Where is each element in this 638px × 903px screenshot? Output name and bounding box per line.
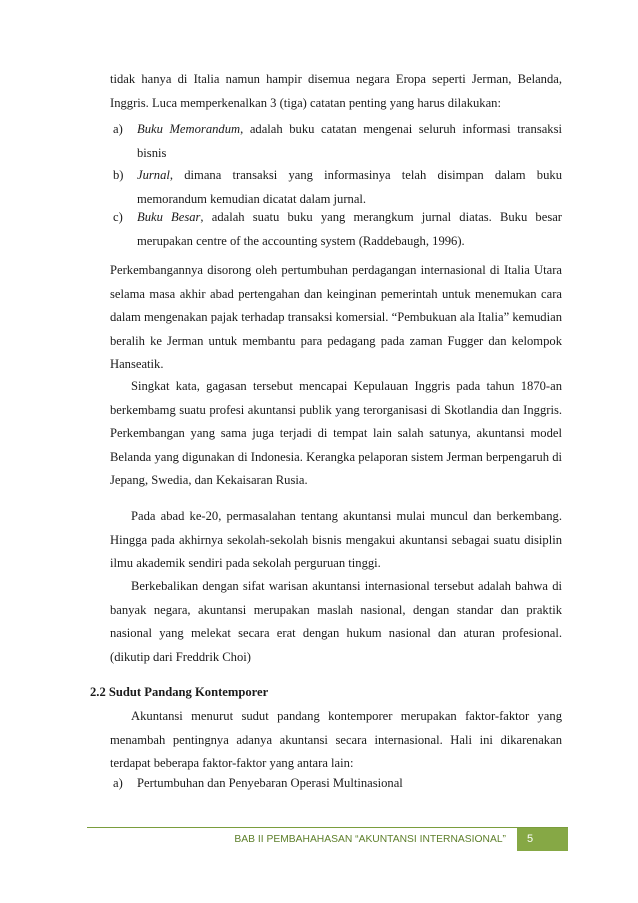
footer-chapter-title: BAB II PEMBAHAHASAN “AKUNTANSI INTERNASIONAL”: [234, 834, 506, 845]
term-jurnal: Jurnal: [137, 168, 170, 182]
section-heading: 2.2 Sudut Pandang Kontemporer: [90, 685, 269, 699]
list-marker: b): [113, 168, 124, 182]
term-buku-besar: Buku Besar: [137, 210, 201, 224]
page-number: 5: [517, 828, 568, 851]
term-buku-memorandum: Buku Memorandum: [137, 122, 241, 136]
list-item: [110, 206, 562, 253]
paragraph-berkebalikan: Berkebalikan dengan sifat warisan akuntansi internasional tersebut adalah bahwa di banyak negara, akuntansi merupakan maslah nasional, dengan standar dan praktik nasional yang melekat secara erat dengan hukum nasional dan aturan profesional. (dikutip dari Freddrik Choi): [110, 579, 562, 664]
paragraph-perkembangan: Perkembangannya disorong oleh pertumbuhan perdagangan internasional di Italia Utara selama masa akhir abad pertengahan dan keinginan pemerintah untuk menemukan cara dalam mengenakan pajak terhadap transaksi komersial. “Pembukuan ala Italia” kemudian beralih ke Jerman untuk membantu para pedagang pada zaman Fugger dan kelompok Hanseatik.: [110, 263, 562, 372]
list-marker: c): [113, 210, 123, 224]
list-item-text: Jurnal, dimana transaksi yang informasinya telah disimpan dalam buku memorandum kemudian dicatat dalam jurnal.: [137, 168, 562, 206]
list-item-text: Pertumbuhan dan Penyebaran Operasi Multinasional: [137, 776, 403, 790]
paragraph-intro: tidak hanya di Italia namun hampir disemua negara Eropa seperti Jerman, Belanda, Inggris. Luca memperkenalkan 3 (tiga) catatan penting yang harus dilakukan:: [110, 72, 562, 110]
paragraph-kontemporer: Akuntansi menurut sudut pandang kontemporer merupakan faktor-faktor yang menambah pentingnya adanya akuntansi secara internasional. Hali ini dikarenakan terdapat beberapa faktor-faktor yang antara lain:: [110, 709, 562, 771]
list-marker: a): [113, 776, 123, 790]
footer-rule: [87, 827, 568, 828]
list-item: [110, 164, 562, 211]
list-item: [110, 118, 562, 165]
list-item: [110, 772, 562, 796]
list-item-text: Buku Memorandum, adalah buku catatan mengenai seluruh informasi transaksi bisnis: [137, 122, 563, 160]
list-item-text: Buku Besar, adalah suatu buku yang merangkum jurnal diatas. Buku besar merupakan centre of the accounting system (Raddebaugh, 1996).: [137, 210, 563, 248]
list-marker: a): [113, 122, 123, 136]
paragraph-singkat-kata: Singkat kata, gagasan tersebut mencapai Kepulauan Inggris pada tahun 1870-an berkembamg suatu profesi akuntansi publik yang terorganisasi di Skotlandia dan Inggris. Perkembangan yang sama juga terjadi di tempat lain salah satunya, akuntansi model Belanda yang digunakan di Indonesia. Kerangka pelaporan sistem Jerman berpengaruh di Jepang, Swedia, dan Kekaisaran Rusia.: [110, 379, 562, 488]
paragraph-abad-20: Pada abad ke-20, permasalahan tentang akuntansi mulai muncul dan berkembang. Hingga pada akhirnya sekolah-sekolah bisnis mengakui akuntansi sebagai suatu disiplin ilmu akademik sendiri pada sekolah perguruan tinggi.: [110, 509, 562, 571]
